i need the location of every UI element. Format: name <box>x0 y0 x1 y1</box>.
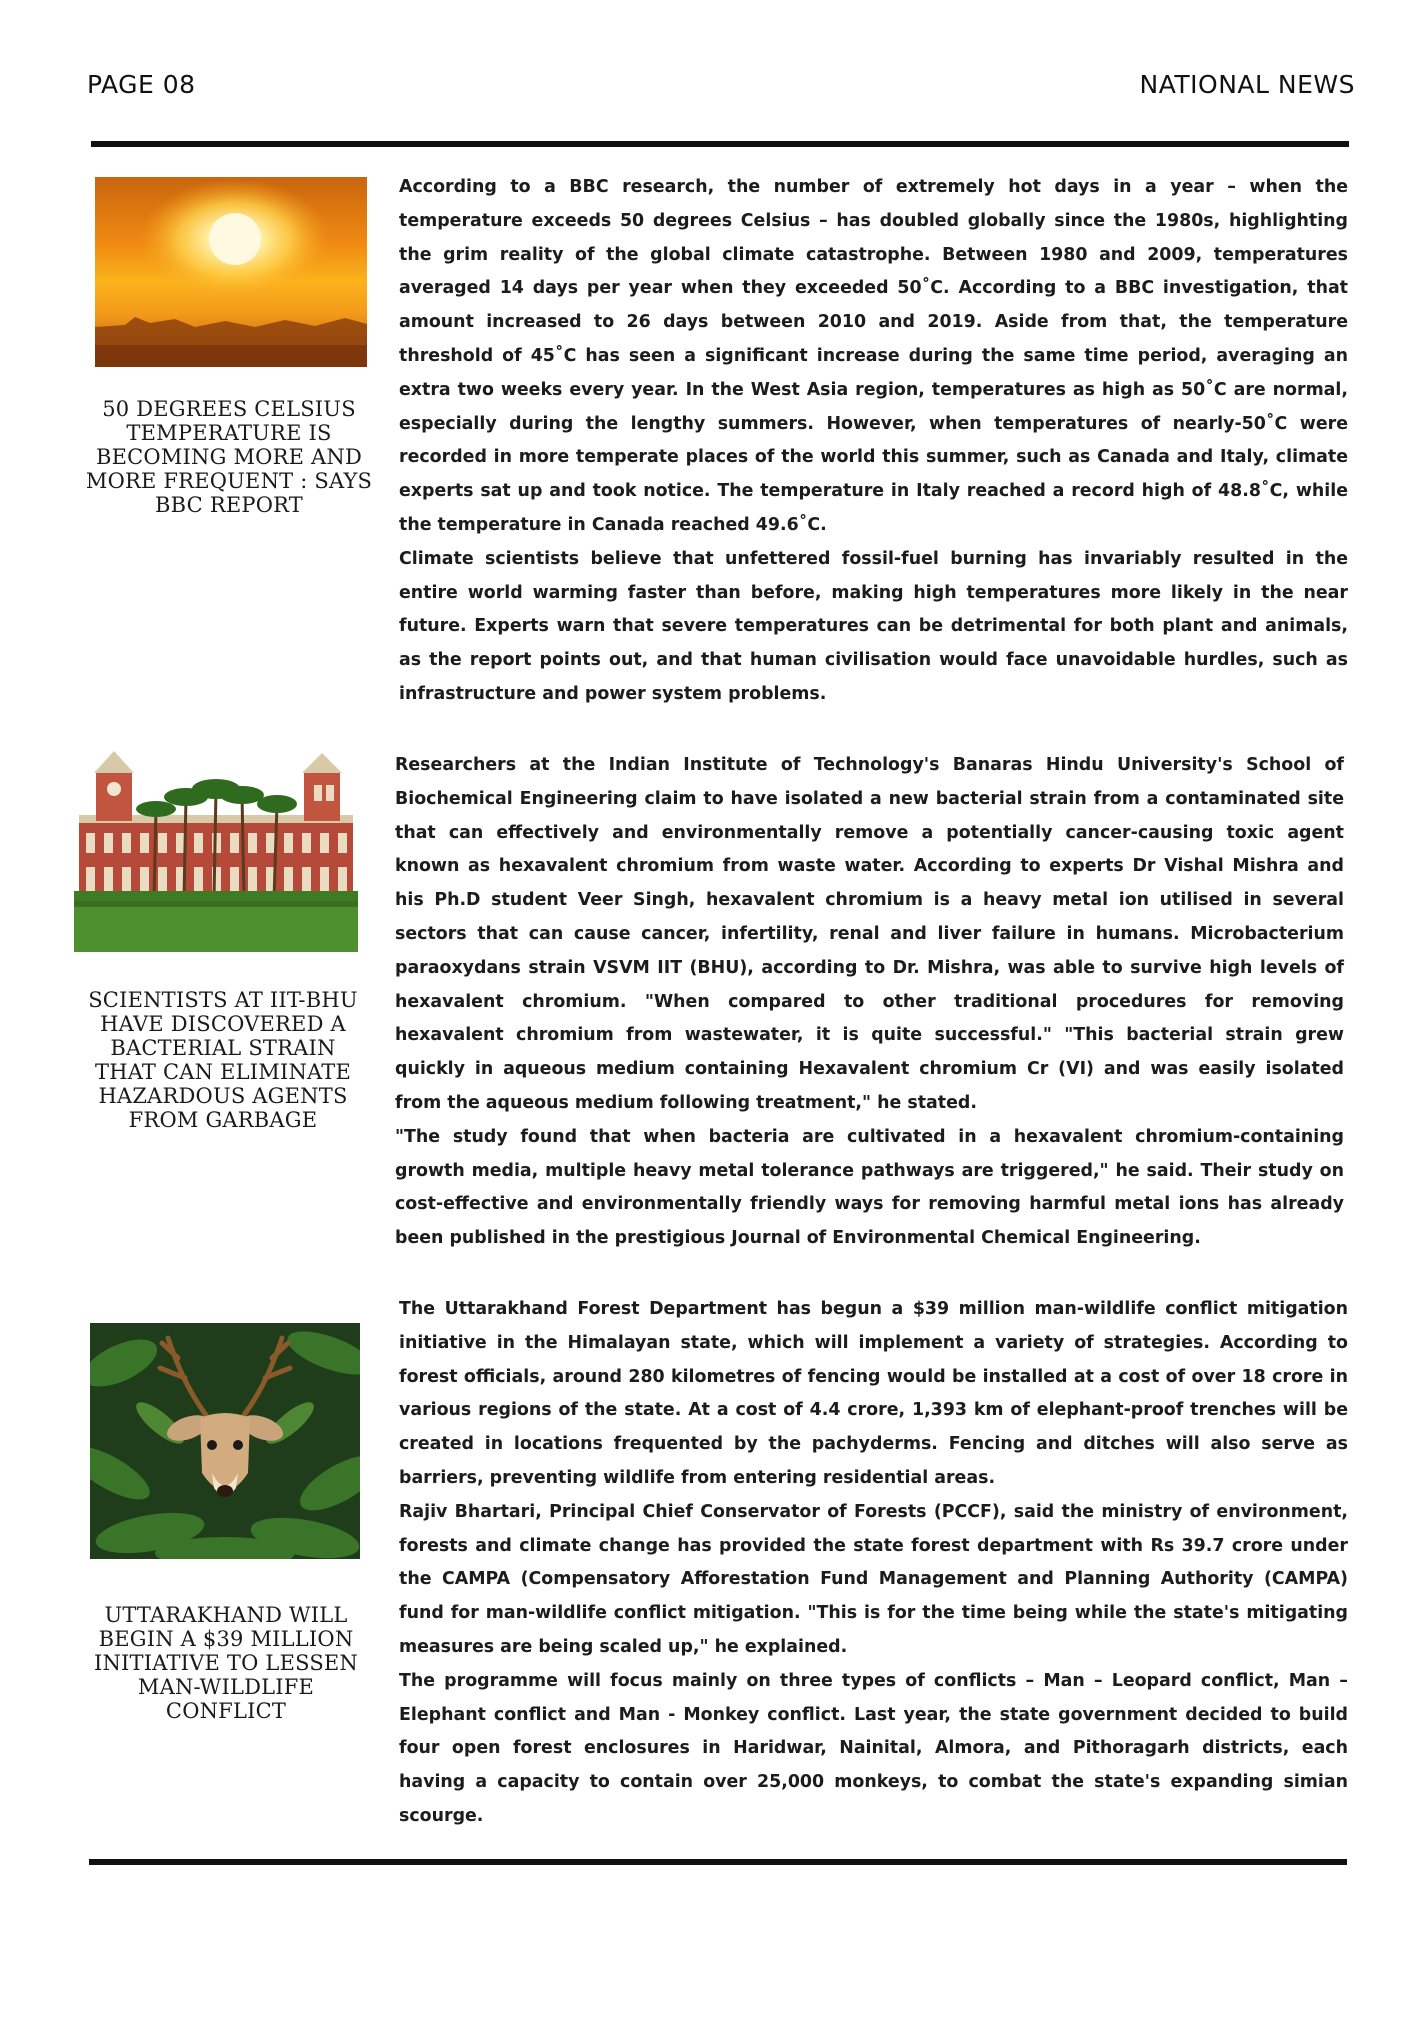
paragraph: Researchers at the Indian Institute of Technology's Banaras Hindu University's School of Biochemical Engineering claim to have isolated a new bacterial strain from a contaminated site that can effectively and environmentally remove a potentially cancer-causing toxic agent known as hexavalent chromium from waste water. According to experts Dr Vishal Mishra and his Ph.D student Veer Singh, hexavalent chromium is a heavy metal ion utilised in several sectors that can cause cancer, infertility, renal and liver failure in humans. Microbacterium paraoxydans strain VSVM IIT (BHU), according to Dr. Mishra, was able to survive high levels of hexavalent chromium. "When compared to other traditional procedures for removing hexavalent chromium from wastewater, it is quite successful." "This bacterial strain grew quickly in aqueous medium containing Hexavalent chromium Cr (VI) and was easily isolated from the aqueous medium following treatment," he stated. <box>395 755 1344 1113</box>
article-body-uttarakhand <box>399 1293 1348 1834</box>
bottom-divider <box>89 1859 1347 1865</box>
article-headline-uttarakhand: UTTARAKHAND WILL BEGIN A $39 MILLION INITIATIVE TO LESSEN MAN-WILDLIFE CONFLICT <box>93 1603 359 1723</box>
page-number: PAGE 08 <box>87 70 196 99</box>
paragraph: Climate scientists believe that unfettered fossil-fuel burning has invariably resulted in the entire world warming faster than before, making high temperatures more likely in the near future. Experts warn that severe temperatures can be detrimental for both plant and animals, as the report points out, and that human civilisation would face unavoidable hurdles, such as infrastructure and power system problems. <box>399 548 1348 704</box>
article-body-heat <box>399 171 1348 712</box>
deer-photo <box>90 1323 360 1559</box>
paragraph: Rajiv Bhartari, Principal Chief Conservator of Forests (PCCF), said the ministry of environment, forests and climate change has provided the state forest department with Rs 39.7 crore under the CAMPA (Compensatory Afforestation Fund Management and Planning Authority (CAMPA) fund for man-wildlife conflict mitigation. "This is for the time being while the state's mitigating measures are being scaled up," he explained. <box>399 1501 1348 1657</box>
paragraph: According to a BBC research, the number of extremely hot days in a year – when the temperature exceeds 50 degrees Celsius – has doubled globally since the 1980s, highlighting the grim reality of the global climate catastrophe. Between 1980 and 2009, temperatures averaged 14 days per year when they exceeded 50˚C. According to a BBC investigation, that amount increased to 26 days between 2010 and 2019. Aside from that, the temperature threshold of 45˚C has seen a significant increase during the same time period, averaging an extra two weeks every year. In the West Asia region, temperatures as high as 50˚C are normal, especially during the lengthy summers. However, when temperatures of nearly-50˚C were recorded in more temperate places of the world this summer, such as Canada and Italy, climate experts sat up and took notice. The temperature in Italy reached a record high of 48.8˚C, while the temperature in Canada reached 49.6˚C. <box>399 177 1348 535</box>
article-body-iit-bhu <box>395 749 1344 1256</box>
paragraph: The programme will focus mainly on three types of conflicts – Man – Leopard conflict, Man – Elephant conflict and Man - Monkey conflict. Last year, the state government decided to build four open forest enclosures in Haridwar, Nainital, Almora, and Pithoragarh districts, each having a capacity to contain over 25,000 monkeys, to combat the state's expanding simian scourge. <box>399 1670 1348 1826</box>
sunset-photo <box>95 177 367 367</box>
deer-image <box>90 1323 360 1559</box>
university-photo <box>74 749 358 952</box>
section-title: NATIONAL NEWS <box>1139 70 1355 99</box>
paragraph: "The study found that when bacteria are cultivated in a hexavalent chromium-containing growth media, multiple heavy metal tolerance pathways are triggered," he said. Their study on cost-effective and environmentally friendly ways for removing harmful metal ions has already been published in the prestigious Journal of Environmental Chemical Engineering. <box>395 1126 1344 1249</box>
article-headline-heat: 50 DEGREES CELSIUS TEMPERATURE IS BECOMING MORE AND MORE FREQUENT : SAYS BBC REPORT <box>85 397 373 517</box>
paragraph: The Uttarakhand Forest Department has begun a $39 million man-wildlife conflict mitigation initiative in the Himalayan state, which will implement a variety of strategies. According to forest officials, around 280 kilometres of fencing would be installed at a cost of over 18 crore in various regions of the state. At a cost of 4.4 crore, 1,393 km of elephant-proof trenches will be created in locations frequented by the pachyderms. Fencing and ditches will also serve as barriers, preventing wildlife from entering residential areas. <box>399 1299 1348 1488</box>
university-building-image <box>74 749 358 952</box>
sunset-image <box>95 177 367 367</box>
top-divider <box>91 141 1349 147</box>
article-headline-iit-bhu: SCIENTISTS AT IIT-BHU HAVE DISCOVERED A BACTERIAL STRAIN THAT CAN ELIMINATE HAZARDOUS AGENTS FROM GARBAGE <box>88 988 358 1132</box>
